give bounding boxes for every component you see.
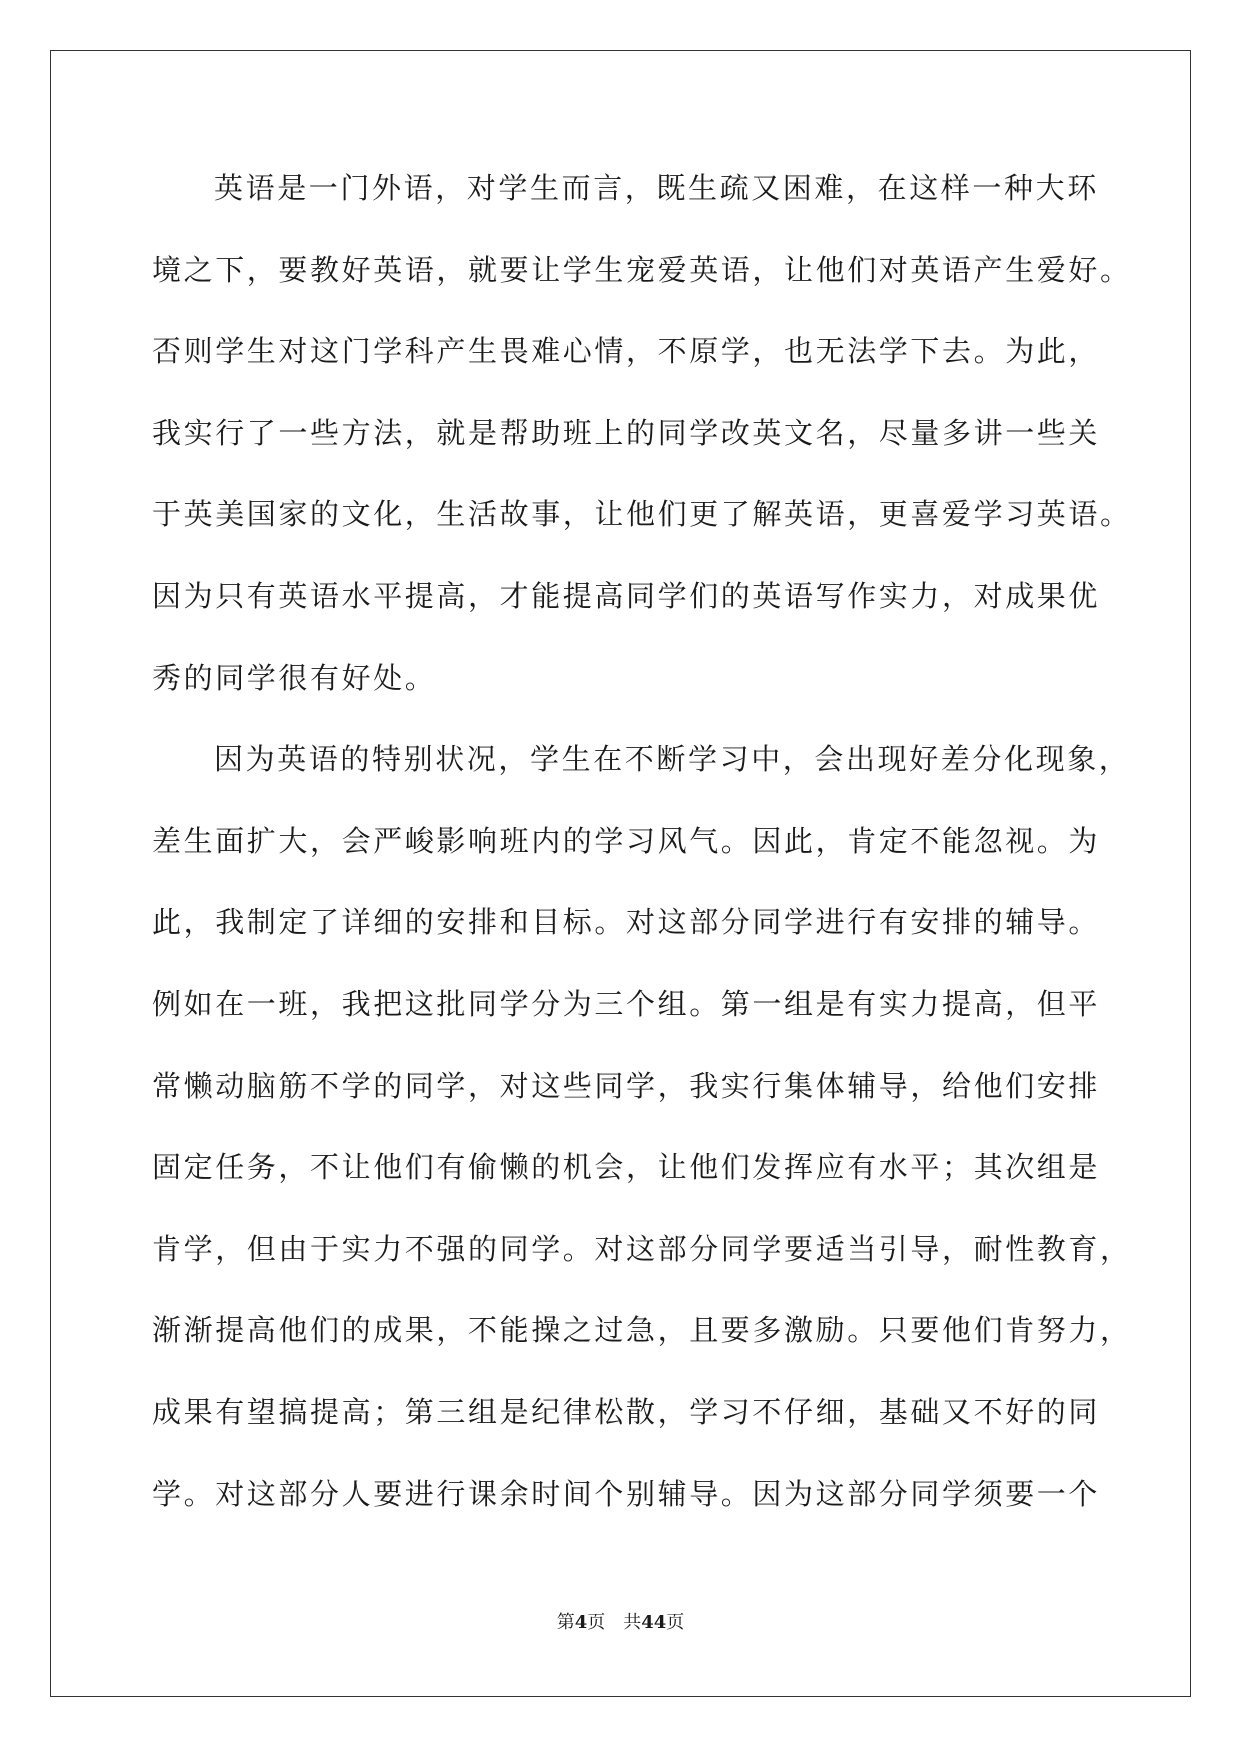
paragraph-line: 此，我制定了详细的安排和目标。对这部分同学进行有安排的辅导。	[152, 905, 1101, 940]
paragraph-line: 肯学，但由于实力不强的同学。对这部分同学要适当引导，耐性教育，	[152, 1231, 1132, 1266]
paragraph-line: 于英美国家的文化，生活故事，让他们更了解英语，更喜爱学习英语。	[152, 497, 1132, 532]
page-prefix: 第	[556, 1612, 575, 1633]
document-body	[152, 148, 1132, 1535]
total-page-number: 44	[641, 1612, 667, 1633]
paragraph-line: 因为只有英语水平提高，才能提高同学们的英语写作实力，对成果优	[152, 578, 1101, 613]
paragraph-line: 例如在一班，我把这批同学分为三个组。第一组是有实力提高，但平	[152, 986, 1101, 1021]
paragraph-line: 英语是一门外语，对学生而言，既生疏又困难，在这样一种大环	[214, 171, 1099, 205]
page-number	[557, 1612, 606, 1633]
total-pages	[623, 1612, 684, 1633]
paragraph-line: 秀的同学很有好处。	[152, 660, 437, 695]
paragraph-line: 否则学生对这门学科产生畏难心情，不原学，也无法学下去。为此，	[152, 334, 1101, 369]
paragraph-line: 固定任务，不让他们有偷懒的机会，让他们发挥应有水平；其次组是	[152, 1150, 1101, 1185]
total-suffix: 页	[666, 1612, 685, 1633]
paragraph-line: 我实行了一些方法，就是帮助班上的同学改英文名，尽量多讲一些关	[152, 415, 1101, 450]
paragraph-line: 差生面扩大，会严峻影响班内的学习风气。因此，肯定不能忽视。为	[152, 823, 1101, 858]
total-prefix: 共	[623, 1612, 642, 1633]
paragraph-line: 因为英语的特别状况，学生在不断学习中，会出现好差分化现象，	[214, 742, 1131, 777]
paragraph-line: 成果有望搞提高；第三组是纪律松散，学习不仔细，基础又不好的同	[152, 1394, 1101, 1429]
paragraph-line: 学。对这部分人要进行课余时间个别辅导。因为这部分同学须要一个	[152, 1476, 1101, 1511]
paragraph-line: 境之下，要教好英语，就要让学生宠爱英语，让他们对英语产生爱好。	[152, 252, 1132, 287]
page-footer	[0, 1608, 1241, 1634]
paragraph-line: 常懒动脑筋不学的同学，对这些同学，我实行集体辅导，给他们安排	[152, 1068, 1101, 1103]
page-suffix: 页	[587, 1612, 606, 1633]
current-page-number: 4	[574, 1612, 588, 1633]
paragraph-line: 渐渐提高他们的成果，不能操之过急，且要多激励。只要他们肯努力，	[152, 1313, 1132, 1348]
